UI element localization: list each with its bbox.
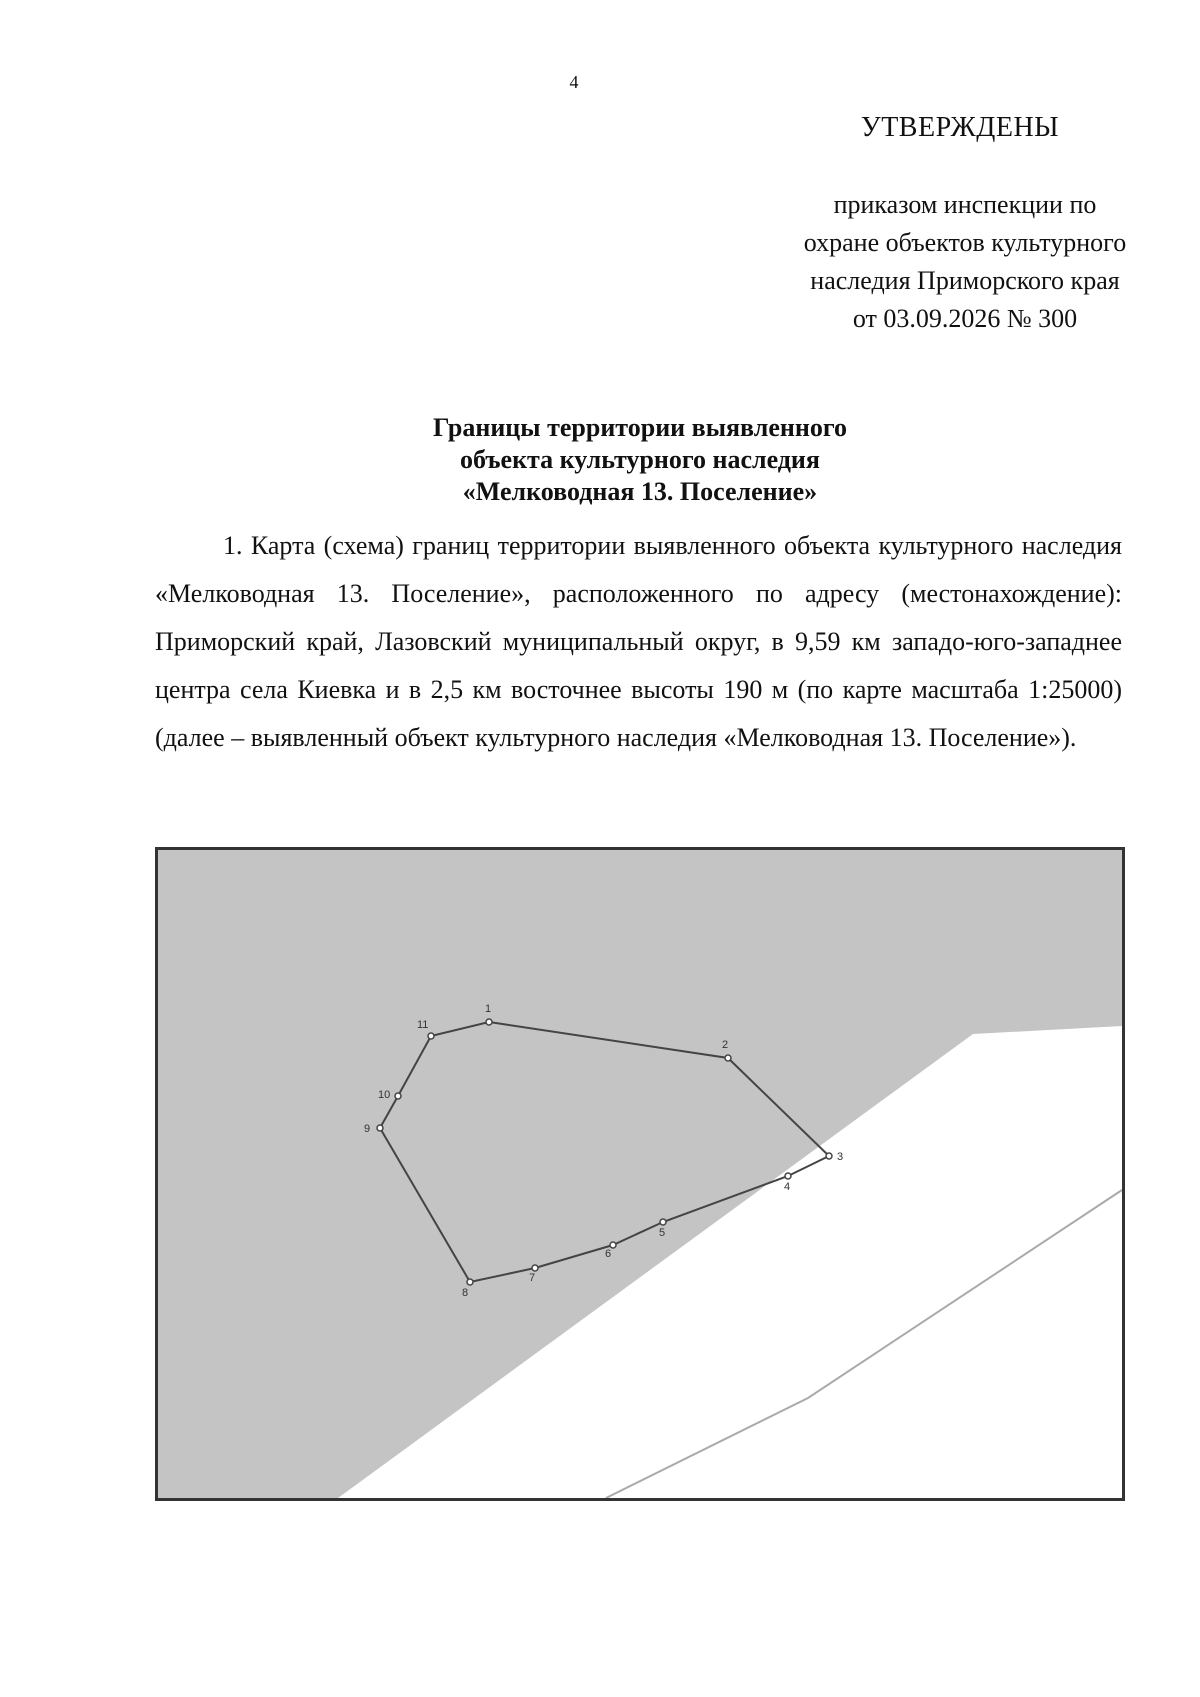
boundary-point-label: 10 [378,1089,391,1101]
page-number: 4 [569,72,579,92]
boundary-point-marker [428,1033,434,1039]
boundary-point-marker [826,1153,832,1159]
boundary-point-marker [725,1055,731,1061]
boundary-point-label: 6 [605,1248,612,1260]
title-line: объекта культурного наследия [460,445,820,474]
land-area [158,850,1122,1498]
title-line: Границы территории выявленного [432,413,848,442]
boundary-point-label: 3 [837,1151,844,1163]
boundary-point-label: 8 [462,1287,469,1299]
approval-line: охране объектов культурного [803,228,1127,257]
approval-title: УТВЕРЖДЕНЫ [860,112,1060,143]
boundary-point-label: 7 [529,1272,536,1284]
boundary-map [155,847,1125,1501]
boundary-point-label: 4 [784,1181,791,1193]
boundary-point-marker [467,1279,473,1285]
boundary-point-label: 2 [722,1039,729,1051]
approval-line: приказом инспекции по [833,190,1097,219]
approval-line: наследия Приморского края [810,266,1120,295]
boundary-point-marker [377,1125,383,1131]
approval-details [770,186,1160,338]
approval-line: от 03.09.2026 № 300 [852,304,1078,333]
boundary-point-label: 1 [485,1003,492,1015]
document-title [340,412,940,508]
map-canvas [158,850,1122,1498]
boundary-point-label: 11 [417,1019,429,1031]
boundary-point-label: 5 [659,1227,666,1239]
boundary-point-marker [395,1093,401,1099]
boundary-point-marker [532,1265,538,1271]
boundary-point-label: 9 [364,1123,371,1135]
boundary-point-marker [486,1019,492,1025]
boundary-point-marker [660,1219,666,1225]
description-paragraph: 1. Карта (схема) границ территории выявленного объекта культурного наследия «Мелководная 13. Поселение», расположенного по адресу (местонахождение): Приморский край, Лазовский муниципальный округ, в 9,59 км западо-юго-западнее центра села Киевка и в 2,5 км восточнее высоты 190 м (по карте масштаба 1:25000) (далее – выявленный объект культурного наследия «Мелководная 13. Поселение»). [155,531,1122,752]
boundary-point-marker [785,1173,791,1179]
title-line: «Мелководная 13. Поселение» [462,477,818,506]
